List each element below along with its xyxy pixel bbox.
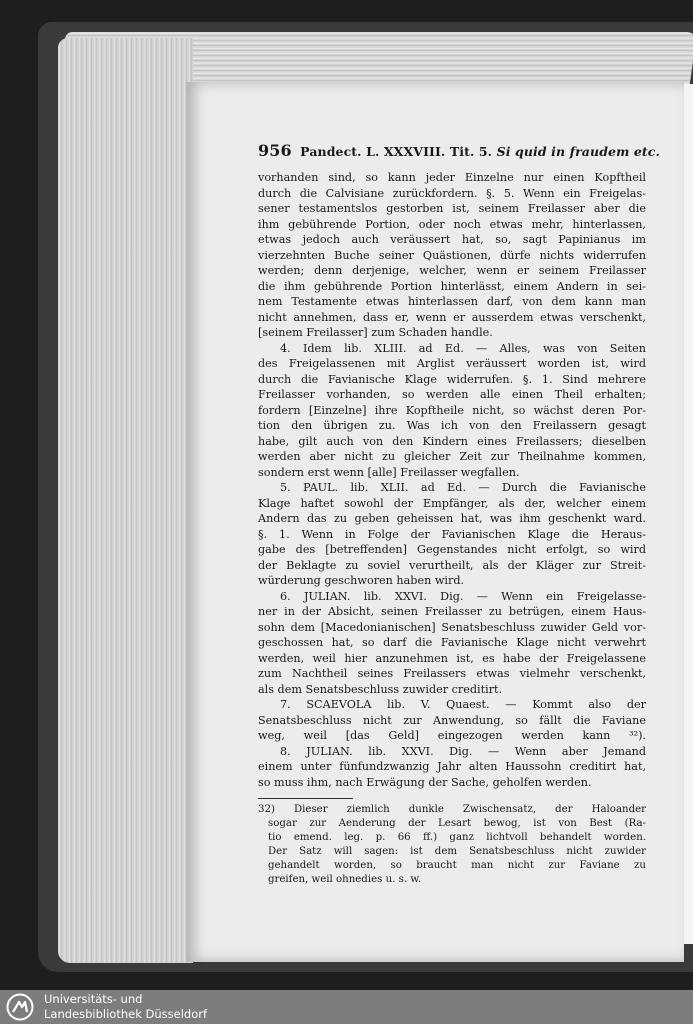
footnote-line: 32) Dieser ziemlich dunkle Zwischensatz, der Haloander	[258, 804, 646, 815]
text-line: tion den übrigen zu. Was ich von den Freilassern gesagt	[258, 419, 646, 432]
text-line: werden; denn derjenige, welcher, wenn er seinem Freilasser	[258, 264, 646, 277]
text-line: der Beklagte zu soviel verurtheilt, als der Kläger zur Streit-	[258, 558, 646, 572]
page-side-edges	[58, 38, 193, 963]
text-line: weg, weil [das Geld] eingezogen werden kann ³²).	[258, 729, 646, 742]
text-line: sener testamentslos gestorben ist, seinem Freilasser aber die	[258, 202, 646, 215]
footnote	[258, 803, 646, 887]
footnote-line: tio emend. leg. p. 66 ff.) ganz lichtvoll behandelt worden.	[268, 832, 646, 843]
text-line: zum Nachtheil seines Freilassers etwas vielmehr verschenkt,	[258, 667, 646, 680]
text-line: vierzehnten Buche seiner Quästionen, dürfe nichts widerrufen	[258, 248, 646, 262]
library-logo-icon	[6, 993, 34, 1021]
library-name-line1: Universitäts- und	[44, 992, 143, 1006]
text-line: 7. SCAEVOLA lib. V. Quaest. — Kommt also der	[280, 698, 646, 711]
text-line: etwas jedoch auch veräussert hat, so, sagt Papinianus im	[258, 233, 646, 246]
text-line: gabe des [betreffenden] Gegenstandes nicht erfolgt, so wird	[258, 543, 646, 556]
text-line: 5. PAUL. lib. XLII. ad Ed. — Durch die Favianische	[280, 481, 646, 494]
text-line: vorhanden sind, so kann jeder Einzelne nur einen Kopftheil	[258, 171, 646, 184]
text-line: 8. JULIAN. lib. XXVI. Dig. — Wenn aber Jemand	[280, 744, 646, 758]
text-line: Klage haftet sowohl der Empfänger, als der, welcher einem	[258, 496, 646, 510]
text-line: §. 1. Wenn in Folge der Favianischen Klage die Heraus-	[258, 527, 646, 541]
page-number: 956	[258, 141, 292, 160]
text-line: fordern [Einzelne] ihre Kopftheile nicht, so wächst deren Por-	[258, 403, 646, 417]
library-name	[44, 992, 207, 1021]
text-line: des Freigelassenen mit Arglist veräussert worden ist, wird	[258, 357, 646, 370]
text-line: Andern das zu geben geheissen hat, was ihm geschenkt ward.	[258, 512, 646, 525]
text-line: sohn dem [Macedonianischen] Senatsbeschluss zuwider Geld vor-	[258, 620, 646, 634]
footnote-line: sogar zur Aenderung der Lesart bewog, ist von Best (Ra-	[268, 818, 646, 829]
text-block	[258, 141, 660, 887]
text-line: als dem Senatsbeschluss zuwider creditirt.	[258, 682, 503, 696]
text-line: so muss ihm, nach Erwägung der Sache, geholfen werden.	[258, 775, 592, 789]
text-line: nem Testamente etwas hinterlassen darf, von dem kann man	[258, 295, 646, 308]
footnote-rule	[258, 798, 353, 799]
text-line: 6. JULIAN. lib. XXVI. Dig. — Wenn ein Freigelasse-	[280, 589, 646, 603]
text-line: einem unter fünfundzwanzig Jahr alten Haussohn creditirt hat,	[258, 760, 646, 773]
footnote-line: Der Satz will sagen: ist dem Senatsbeschluss nicht zuwider	[268, 846, 646, 857]
library-name-line2: Landesbibliothek Düsseldorf	[44, 1006, 208, 1021]
text-line: nicht annehmen, dass er, wenn er ausserdem etwas verschenkt,	[258, 310, 646, 324]
text-line: durch die Favianische Klage widerrufen. §. 1. Sind mehrere	[258, 372, 646, 386]
text-line: Senatsbeschluss nicht zur Anwendung, so fällt die Faviane	[258, 713, 646, 727]
footnote-line: gehandelt worden, so braucht man nicht zur Faviane zu	[268, 860, 646, 871]
text-line: werden, weil hier anzunehmen ist, es habe der Freigelassene	[258, 651, 646, 665]
text-line: die ihm gebührende Portion hinterlässt, einem Andern in sei-	[258, 279, 646, 293]
footnote-line: greifen, weil ohnedies u. s. w.	[268, 874, 422, 885]
text-line: würderung geschworen haben wird.	[258, 574, 465, 587]
body-text	[258, 170, 646, 790]
text-line: ihm gebührende Portion, oder noch etwas mehr, hinterlassen,	[258, 217, 646, 231]
text-line: geschossen hat, so darf die Favianische Klage nicht verwehrt	[258, 636, 646, 649]
running-head-title: Pandect. L. XXXVIII. Tit. 5.	[300, 144, 493, 159]
text-line: werden aber nicht zu gleicher Zeit zur Theilnahme kommen,	[258, 450, 646, 463]
text-line: 4. Idem lib. XLIII. ad Ed. — Alles, was von Seiten	[280, 341, 646, 355]
running-head	[258, 141, 660, 170]
text-line: [seinem Freilasser] zum Schaden handle.	[258, 326, 493, 339]
text-line: habe, gilt auch von den Kindern eines Freilassers; dieselben	[258, 434, 646, 448]
text-line: durch die Calvisiane zurückfordern. §. 5. Wenn ein Freigelas-	[258, 186, 646, 200]
facing-page-edge	[684, 84, 693, 944]
text-line: ner in der Absicht, seinen Freilasser zu betrügen, einem Haus-	[258, 605, 646, 618]
running-head-italic: Si quid in fraudem etc.	[496, 144, 660, 159]
book-page	[186, 82, 684, 962]
library-footer	[0, 990, 693, 1024]
text-line: Freilasser vorhanden, so werden alle einen Theil erhalten;	[258, 388, 646, 401]
text-line: sondern erst wenn [alle] Freilasser wegfallen.	[258, 465, 520, 479]
